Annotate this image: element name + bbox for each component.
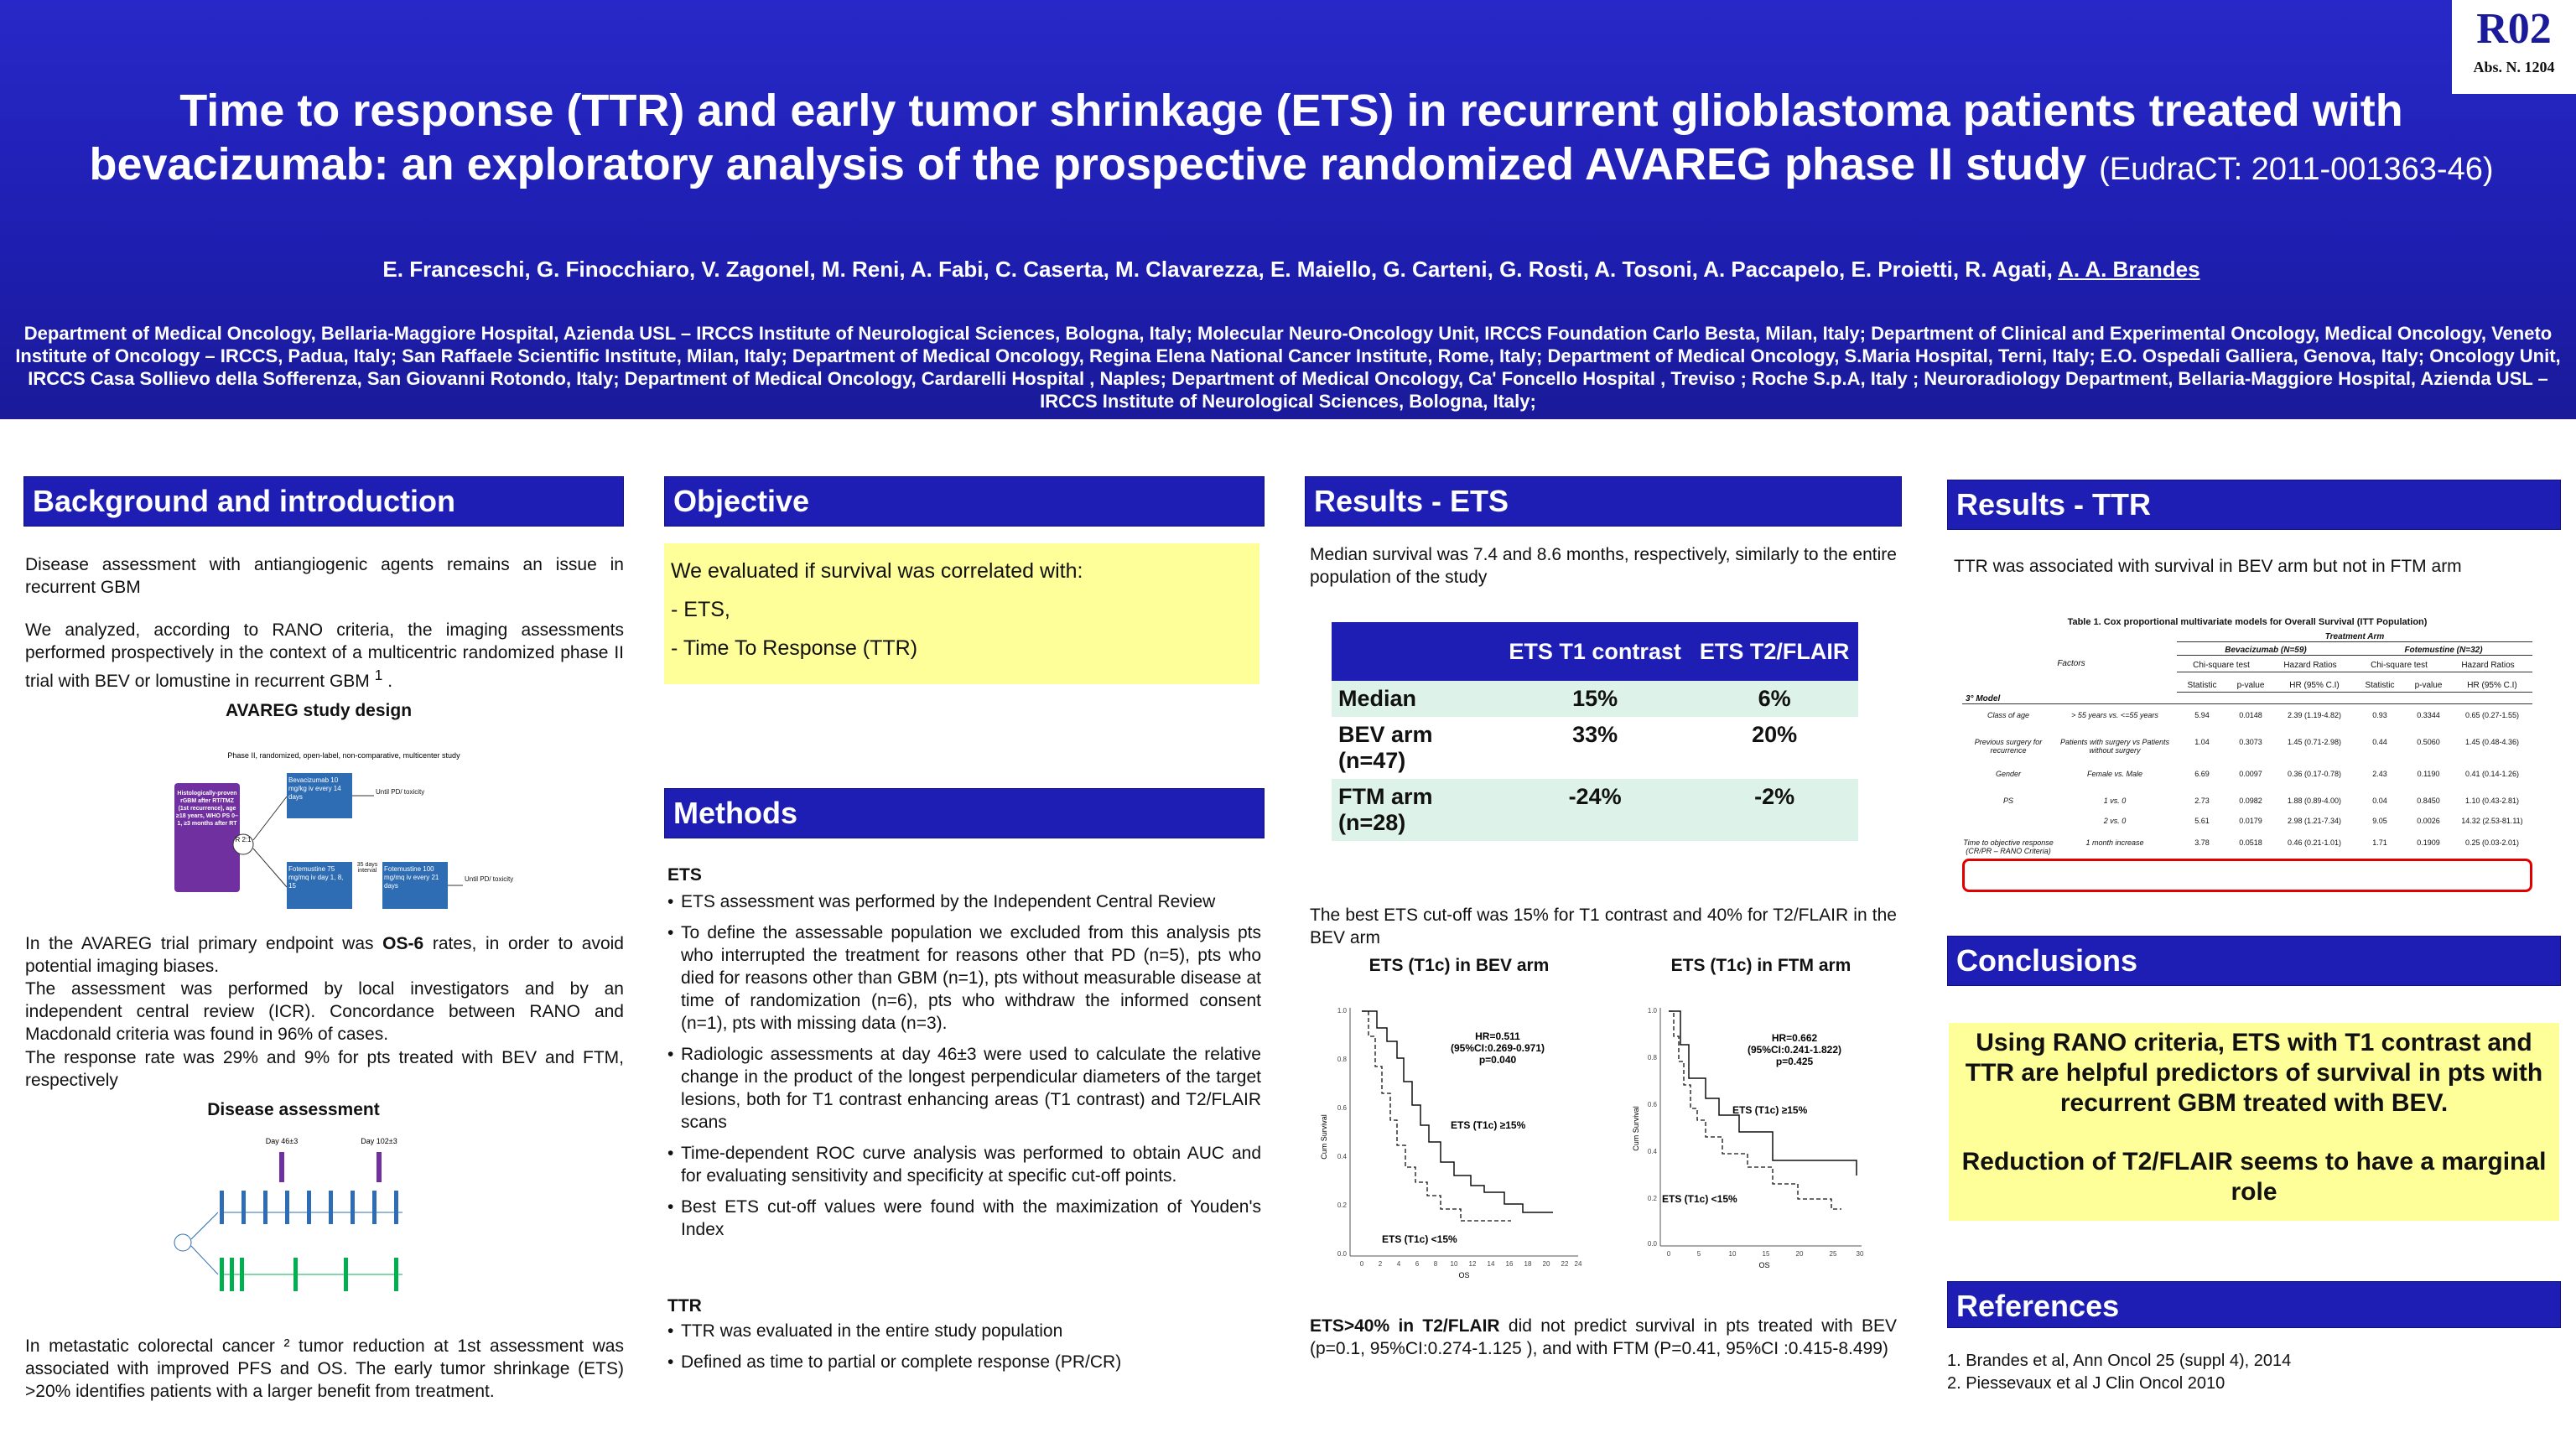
until1-text: Until PD/ toxicity — [376, 788, 425, 796]
cox-comparison: 2 vs. 0 — [2103, 817, 2127, 825]
ets-table — [1332, 622, 1858, 841]
km1-y-ticks — [1337, 1007, 1348, 1258]
ets-table-corner — [1332, 622, 1499, 681]
cox-value: 3.78 — [2194, 838, 2210, 847]
row-v2: -2% — [1690, 779, 1858, 841]
fote1-text: Fotemustine 75 mg/mq iv day 1, 8, 15 — [288, 865, 344, 890]
km-plot-bev — [1310, 994, 1595, 1279]
background-p6: In metastatic colorectal cancer ² tumor reduction at 1st assessment was associated with improved PFS and OS. The early tumor shrinkage (ETS) >20% identifies patients with a larger benefit from treatment. — [25, 1336, 624, 1401]
row-v1: 33% — [1499, 717, 1690, 779]
svg-text:0.6: 0.6 — [1337, 1104, 1347, 1112]
km1-label-low: ETS (T1c) <15% — [1382, 1233, 1457, 1245]
cox-factor: Time to objective response (CR/PR – RANO Criteria) — [1963, 838, 2054, 855]
row-label: BEV arm (n=47) — [1332, 717, 1499, 779]
cox-subheader: Hazard Ratios — [2283, 661, 2337, 670]
day2-marker — [377, 1152, 382, 1182]
authors — [34, 257, 2549, 283]
ets-table-h2: ETS T2/FLAIR — [1690, 622, 1858, 681]
arrow-bev — [253, 797, 287, 840]
background-p4: The assessment was performed by local investigators and by an independent central review (ICR). Concordance between RANO and Macdonald criteria was found in 96% of cases. — [25, 979, 624, 1044]
cox-value: 2.98 (1.21-7.34) — [2287, 817, 2342, 825]
until1-fo — [376, 788, 434, 808]
background-p1: Disease assessment with antiangiogenic agents remains an issue in recurrent GBM — [25, 555, 624, 597]
methods-ets-item: • Best ETS cut-off values were found with the maximization of Youden's Index — [667, 1196, 1261, 1241]
design-title: AVAREG study design — [225, 701, 413, 720]
background-p3 — [25, 932, 624, 978]
svg-text:16: 16 — [1505, 1260, 1514, 1268]
reference-list — [1947, 1350, 2291, 1395]
cox-value: 0.46 (0.21-1.01) — [2287, 838, 2342, 847]
km1-title: ETS (T1c) in BEV arm — [1368, 956, 1550, 975]
study-design-diagram — [159, 738, 528, 922]
cox-value: 1.04 — [2194, 738, 2210, 746]
author-list: E. Franceschi, G. Finocchiaro, V. Zagonel, M. Reni, A. Fabi, C. Caserta, M. Clavarezza, E. Maiello, G. Carteni, G. Rosti, A. Tosoni, A. Paccapelo, E. Proietti, R. Agati, — [382, 257, 2053, 282]
table-row — [1962, 817, 2532, 835]
km2-curve-high — [1669, 1011, 1857, 1176]
cox-value: 0.65 (0.27-1.55) — [2464, 711, 2520, 719]
row-v2: 6% — [1690, 681, 1858, 717]
objective-box — [664, 543, 1259, 684]
table-row — [1962, 797, 2532, 813]
cox-factor: Class of age — [1987, 711, 2030, 719]
km2-label-high: ETS (T1c) ≥15% — [1732, 1104, 1808, 1116]
p3-b: OS-6 — [382, 934, 424, 953]
cox-value: 1.71 — [2372, 838, 2387, 847]
svg-text:22: 22 — [1561, 1260, 1569, 1268]
day1-marker — [279, 1152, 284, 1182]
cox-value: 0.0026 — [2417, 817, 2440, 825]
cox-value: 0.36 (0.17-0.78) — [2287, 770, 2342, 778]
svg-text:20: 20 — [1542, 1260, 1550, 1268]
fote1-fo — [288, 865, 351, 909]
svg-text:10: 10 — [1450, 1260, 1458, 1268]
km1-xlabel: OS — [1458, 1271, 1470, 1279]
methods-ets-item: • Radiologic assessments at day 46±3 were used to calculate the relative change in the product of the longest perpendicular diameters of the target lesions, both for T1 contrast enhancing areas (T1 contrast) and T2/FLAIR scans — [667, 1043, 1261, 1134]
svg-text:0.6: 0.6 — [1647, 1101, 1657, 1108]
poster-code: R02 — [2476, 5, 2552, 53]
svg-text:30: 30 — [1856, 1250, 1864, 1258]
cox-value: 0.1909 — [2417, 838, 2440, 847]
row-v1: 15% — [1499, 681, 1690, 717]
last-author: A. A. Brandes — [2058, 257, 2200, 282]
conclusion-1: Using RANO criteria, ETS with T1 contrast and TTR are helpful predictors of survival in pts with recurrent GBM treated with BEV. — [1965, 1029, 2543, 1117]
svg-text:8: 8 — [1433, 1260, 1438, 1268]
conclusions-box — [1949, 1023, 2559, 1221]
svg-text:1.0: 1.0 — [1337, 1007, 1347, 1015]
cox-value: 2.43 — [2372, 770, 2387, 778]
table-row — [1962, 738, 2532, 766]
cox-column-header: HR (95% C.I) — [2289, 681, 2340, 690]
svg-text:6: 6 — [1415, 1260, 1420, 1268]
svg-text:25: 25 — [1829, 1250, 1837, 1258]
bev-doses — [220, 1191, 398, 1224]
cox-fote-header: Fotemustine (N=32) — [2355, 646, 2532, 656]
cox-value: 0.25 (0.03-2.01) — [2464, 838, 2520, 847]
ets-table-h1: ETS T1 contrast — [1499, 622, 1690, 681]
methods-ets-item: • ETS assessment was performed by the Independent Central Review — [667, 890, 1261, 913]
svg-text:18: 18 — [1524, 1260, 1532, 1268]
eudract-number: (EudraCT: 2011-001363-46) — [2099, 152, 2494, 187]
table-row — [1962, 770, 2532, 793]
km2-ci: (95%CI:0.241-1.822) — [1747, 1044, 1842, 1056]
cox-comparison: Patients with surgery vs Patients without surgery — [2059, 738, 2170, 755]
svg-text:20: 20 — [1795, 1250, 1804, 1258]
cox-value: 0.93 — [2372, 711, 2387, 719]
cox-value: 0.44 — [2372, 738, 2387, 746]
cox-value: 9.05 — [2372, 817, 2387, 825]
cox-value: 0.5060 — [2417, 738, 2440, 746]
objective-l3: - Time To Response (TTR) — [671, 636, 918, 660]
svg-text:5: 5 — [1696, 1250, 1701, 1258]
fote2-text: Fotemustine 100 mg/mq iv every 21 days — [384, 865, 439, 890]
cox-value: 0.3073 — [2239, 738, 2262, 746]
results-ets-cutoff: The best ETS cut-off was 15% for T1 contrast and 40% for T2/FLAIR in the BEV arm — [1310, 906, 1897, 947]
svg-text:4: 4 — [1396, 1260, 1401, 1268]
cox-value: 0.0518 — [2239, 838, 2262, 847]
cox-value: 5.61 — [2194, 817, 2210, 825]
svg-text:1.0: 1.0 — [1647, 1007, 1657, 1015]
methods-ets-label: ETS — [667, 865, 702, 885]
ref-sup-1: 1 — [374, 667, 383, 683]
km2-y-ticks — [1648, 1007, 1658, 1248]
svg-text:0.0: 0.0 — [1337, 1250, 1347, 1258]
cox-table — [1962, 617, 2532, 902]
cox-value: 0.3344 — [2417, 711, 2440, 719]
svg-text:0.4: 0.4 — [1337, 1153, 1347, 1160]
svg-text:0.2: 0.2 — [1647, 1195, 1657, 1202]
svg-text:0.4: 0.4 — [1647, 1148, 1657, 1155]
cox-value: 5.94 — [2194, 711, 2210, 719]
assess-line-top — [191, 1212, 218, 1239]
km1-ci: (95%CI:0.269-0.971) — [1450, 1042, 1545, 1054]
cox-column-headers — [2177, 681, 2532, 693]
km1-ylabel: Cum Survival — [1320, 1114, 1328, 1160]
cox-arm-header: Treatment Arm — [2177, 632, 2532, 642]
inclusion-text: Histologically-proven rGBM after RT/TMZ (1st recurrence), age ≥18 years, WHO PS 0–1, ≥3 months after RT — [176, 791, 238, 827]
svg-text:0.0: 0.0 — [1647, 1240, 1657, 1248]
abstract-number: Abs. N. 1204 — [2473, 59, 2555, 75]
inclusion-text-fo — [176, 790, 238, 890]
cox-value: 1.45 (0.48-4.36) — [2464, 738, 2520, 746]
until2-text: Until PD/ toxicity — [465, 875, 514, 883]
section-background-heading: Background and introduction — [23, 476, 624, 527]
results-ets-intro: Median survival was 7.4 and 8.6 months, respectively, similarly to the entire population of the study — [1310, 545, 1897, 587]
table-row — [1962, 711, 2532, 734]
bev-text-fo — [288, 776, 351, 818]
cox-value: 1.88 (0.89-4.00) — [2287, 797, 2342, 805]
cox-column-header: Statistic — [2365, 681, 2395, 690]
methods-ttr-item: • Defined as time to partial or complete response (PR/CR) — [667, 1351, 1261, 1373]
section-methods-heading: Methods — [664, 788, 1265, 838]
svg-text:0.8: 0.8 — [1647, 1054, 1657, 1061]
cox-model-label: 3° Model — [1962, 694, 2532, 704]
row-label: Median — [1332, 681, 1499, 717]
km-plot-ftm — [1622, 994, 1873, 1279]
results-ets-footnote — [1310, 1315, 1897, 1360]
cox-comparison: 1 month increase — [2085, 838, 2144, 847]
km2-hr: HR=0.662 — [1771, 1032, 1818, 1044]
title-main: Time to response (TTR) and early tumor shrinkage (ETS) in recurrent glioblastoma patients treated with bevacizumab: an exploratory analysis of the prospective randomized AVAREG phase II study — [89, 86, 2403, 189]
cox-value: 0.0179 — [2239, 817, 2262, 825]
svg-text:10: 10 — [1728, 1250, 1737, 1258]
cox-column-header: Statistic — [2187, 681, 2217, 690]
day1-label: Day 46±3 — [265, 1137, 299, 1145]
cox-comparison: 1 vs. 0 — [2103, 797, 2127, 805]
svg-text:24: 24 — [1574, 1260, 1582, 1268]
cox-value: 0.0097 — [2239, 770, 2262, 778]
svg-text:2: 2 — [1378, 1260, 1383, 1268]
km1-p: p=0.040 — [1478, 1054, 1517, 1066]
background-p2: We analyzed, according to RANO criteria, the imaging assessments performed prospectively in the context of a multicentric randomized phase II trial with BEV or lomustine in recurrent GBM $^1$ . — [25, 620, 624, 691]
objective-l2: - ETS, — [671, 598, 730, 621]
cox-subheaders — [2177, 661, 2532, 672]
km2-p: p=0.425 — [1775, 1056, 1814, 1067]
cox-factor: Gender — [1995, 770, 2022, 778]
km2-title: ETS (T1c) in FTM arm — [1670, 956, 1852, 975]
footnote-text: did not predict survival in pts treated with BEV (p=0.1, 95%CI:0.274-1.125 ), and with FTM (P=0.41, 95%CI :0.415-8.499) — [1310, 1316, 1897, 1358]
cox-value: 0.0148 — [2239, 711, 2262, 719]
svg-text:0.8: 0.8 — [1337, 1056, 1347, 1063]
cox-comparison: Female vs. Male — [2086, 770, 2143, 778]
assess-r-circle — [174, 1234, 191, 1251]
p3-c: rates, in order to avoid potential imaging biases. — [25, 934, 624, 976]
km2-label-low: ETS (T1c) <15% — [1662, 1193, 1737, 1205]
svg-text:0.2: 0.2 — [1337, 1201, 1347, 1209]
table-row — [1332, 779, 1858, 841]
section-conclusions-heading: Conclusions — [1947, 936, 2561, 986]
reference-item: 2. Piessevaux et al J Clin Oncol 2010 — [1947, 1374, 2225, 1393]
affiliations: Department of Medical Oncology, Bellaria-Maggiore Hospital, Azienda USL – IRCCS Institute of Neurological Sciences, Bologna, Italy; Molecular Neuro-Oncology Unit, IRCCS Foundation Carlo Besta, Milan, Italy; Department of Clinical and Experimental Oncology, Medical Oncology, Veneto Institute of Oncology – IRCCS, Padua, Italy; San Raffaele Scientific Institute, Milan, Italy; Department of Medical Oncology, Regina Elena National Cancer Institute, Rome, Italy; Department of Medical Oncology, S.Maria Hospital, Terni, Italy; E.O. Ospedali Galliera, Genova, Italy; Oncology Unit, IRCCS Casa Sollievo della Sofferenza, San Giovanni Rotondo, Italy; Department of Medical Oncology, Cardarelli Hospital , Naples; Department of Medical Oncology, Ca' Foncello Hospital , Treviso ; Roche S.p.A, Italy ; Neuroradiology Department, Bellaria-Maggiore Hospital, Azienda USL – IRCCS Institute of Neurological Sciences, Bologna, Italy; — [15, 323, 2561, 412]
footnote-bold: ETS>40% in T2/FLAIR — [1310, 1316, 1500, 1336]
fote2-fo — [384, 865, 446, 909]
km1-hr: HR=0.511 — [1475, 1030, 1520, 1042]
km1-x-ticks — [1360, 1260, 1582, 1268]
row-v1: -24% — [1499, 779, 1690, 841]
reference-item: 1. Brandes et al, Ann Oncol 25 (suppl 4), 2014 — [1947, 1352, 2292, 1370]
cox-column-header: HR (95% C.I) — [2467, 681, 2517, 690]
cox-table-title: Table 1. Cox proportional multivariate models for Overall Survival (ITT Population) — [2067, 617, 2428, 627]
background-p5: The response rate was 29% and 9% for pts treated with BEV and FTM, respectively — [25, 1048, 624, 1090]
cox-value: 0.0982 — [2239, 797, 2262, 805]
disease-assessment-diagram — [168, 1132, 470, 1308]
poster-title — [50, 84, 2532, 196]
table-row — [1332, 717, 1858, 779]
km2-xlabel: OS — [1758, 1261, 1770, 1269]
cox-value: 0.1190 — [2417, 770, 2440, 778]
p3-a: In the AVAREG trial primary endpoint was — [25, 934, 374, 953]
arrow-fote — [253, 849, 287, 887]
objective-l1: We evaluated if survival was correlated with: — [671, 559, 1083, 583]
row-v2: 20% — [1690, 717, 1858, 779]
cox-value: 0.41 (0.14-1.26) — [2464, 770, 2520, 778]
randomization-label: R 2:1 — [235, 836, 252, 843]
methods-ets-item: • Time-dependent ROC curve analysis was performed to obtain AUC and for evaluating sensitivity and specificity at specific cut-off points. — [667, 1142, 1261, 1187]
assess-line-bottom — [191, 1246, 218, 1274]
cox-value: 1.10 (0.43-2.81) — [2464, 797, 2520, 805]
cox-subheader: Chi-square test — [2371, 661, 2428, 670]
conclusion-2: Reduction of T2/FLAIR seems to have a marginal role — [1961, 1148, 2547, 1206]
row-label: FTM arm (n=28) — [1332, 779, 1499, 841]
cox-subheader: Hazard Ratios — [2461, 661, 2515, 670]
ttr-highlight-box — [1962, 859, 2532, 892]
cox-value: 14.32 (2.53-81.11) — [2461, 817, 2523, 825]
cox-column-header: p-value — [2414, 681, 2443, 690]
cox-factor: PS — [2002, 797, 2013, 805]
svg-text:15: 15 — [1762, 1250, 1770, 1258]
cox-value: 0.8450 — [2417, 797, 2440, 805]
section-objective-heading: Objective — [664, 476, 1265, 527]
km2-x-ticks — [1667, 1250, 1864, 1258]
design-subtitle: Phase II, randomized, open-label, non-comparative, multicenter study — [227, 751, 460, 760]
cox-column-header: p-value — [2236, 681, 2265, 690]
day2-label: Day 102±3 — [361, 1137, 397, 1145]
svg-text:0: 0 — [1666, 1250, 1671, 1258]
methods-ttr-list — [667, 1320, 1261, 1382]
cox-value: 0.04 — [2372, 797, 2387, 805]
bev-text: Bevacizumab 10 mg/kg iv every 14 days — [288, 776, 341, 801]
results-ttr-intro: TTR was associated with survival in BEV arm but not in FTM arm — [1954, 557, 2462, 576]
svg-text:0: 0 — [1359, 1260, 1364, 1268]
interval-text: 35 days interval — [356, 862, 378, 874]
abstract-badge — [2452, 0, 2576, 94]
assessment-title: Disease assessment — [207, 1100, 380, 1119]
section-references-heading: References — [1947, 1281, 2561, 1328]
cox-bev-header: Bevacizumab (N=59) — [2177, 646, 2355, 656]
cox-comparison: > 55 years vs. <=55 years — [2071, 711, 2158, 719]
background-p2-text: We analyzed, according to RANO criteria, the imaging assessments performed prospectively in the context of a multicentric randomized phase II trial with BEV or lomustine in recurrent GBM — [25, 620, 624, 691]
cox-value: 2.39 (1.19-4.82) — [2287, 711, 2342, 719]
cox-factors-header: Factors — [2057, 659, 2085, 668]
svg-text:12: 12 — [1468, 1260, 1477, 1268]
interval-fo — [354, 862, 381, 895]
cox-value: 1.45 (0.71-2.98) — [2287, 738, 2342, 746]
table-row — [1332, 681, 1858, 717]
until2-fo — [465, 875, 523, 899]
cox-value: 2.73 — [2194, 797, 2210, 805]
section-results-ets-heading: Results - ETS — [1305, 476, 1902, 527]
cox-value: 6.69 — [2194, 770, 2210, 778]
section-results-ttr-heading: Results - TTR — [1947, 480, 2561, 530]
cox-factor: Previous surgery for recurrence — [1974, 738, 2043, 755]
km2-ylabel: Cum Survival — [1632, 1106, 1640, 1151]
svg-text:14: 14 — [1487, 1260, 1495, 1268]
methods-ets-list — [667, 890, 1261, 1249]
km1-label-high: ETS (T1c) ≥15% — [1451, 1119, 1526, 1131]
methods-ttr-label: TTR — [667, 1296, 702, 1316]
methods-ets-item: • To define the assessable population we excluded from this analysis pts who interrupted the treatment for reasons other that PD (n=5), pts who died for reasons other than GBM (n=1), pts without measurable disease at time of randomization (n=6), pts who withdraw the informed consent (n=1), pts with missing data (n=3). — [667, 921, 1261, 1035]
cox-subheader: Chi-square test — [2193, 661, 2250, 670]
methods-ttr-item: • TTR was evaluated in the entire study population — [667, 1320, 1261, 1342]
poster-header — [0, 0, 2576, 419]
